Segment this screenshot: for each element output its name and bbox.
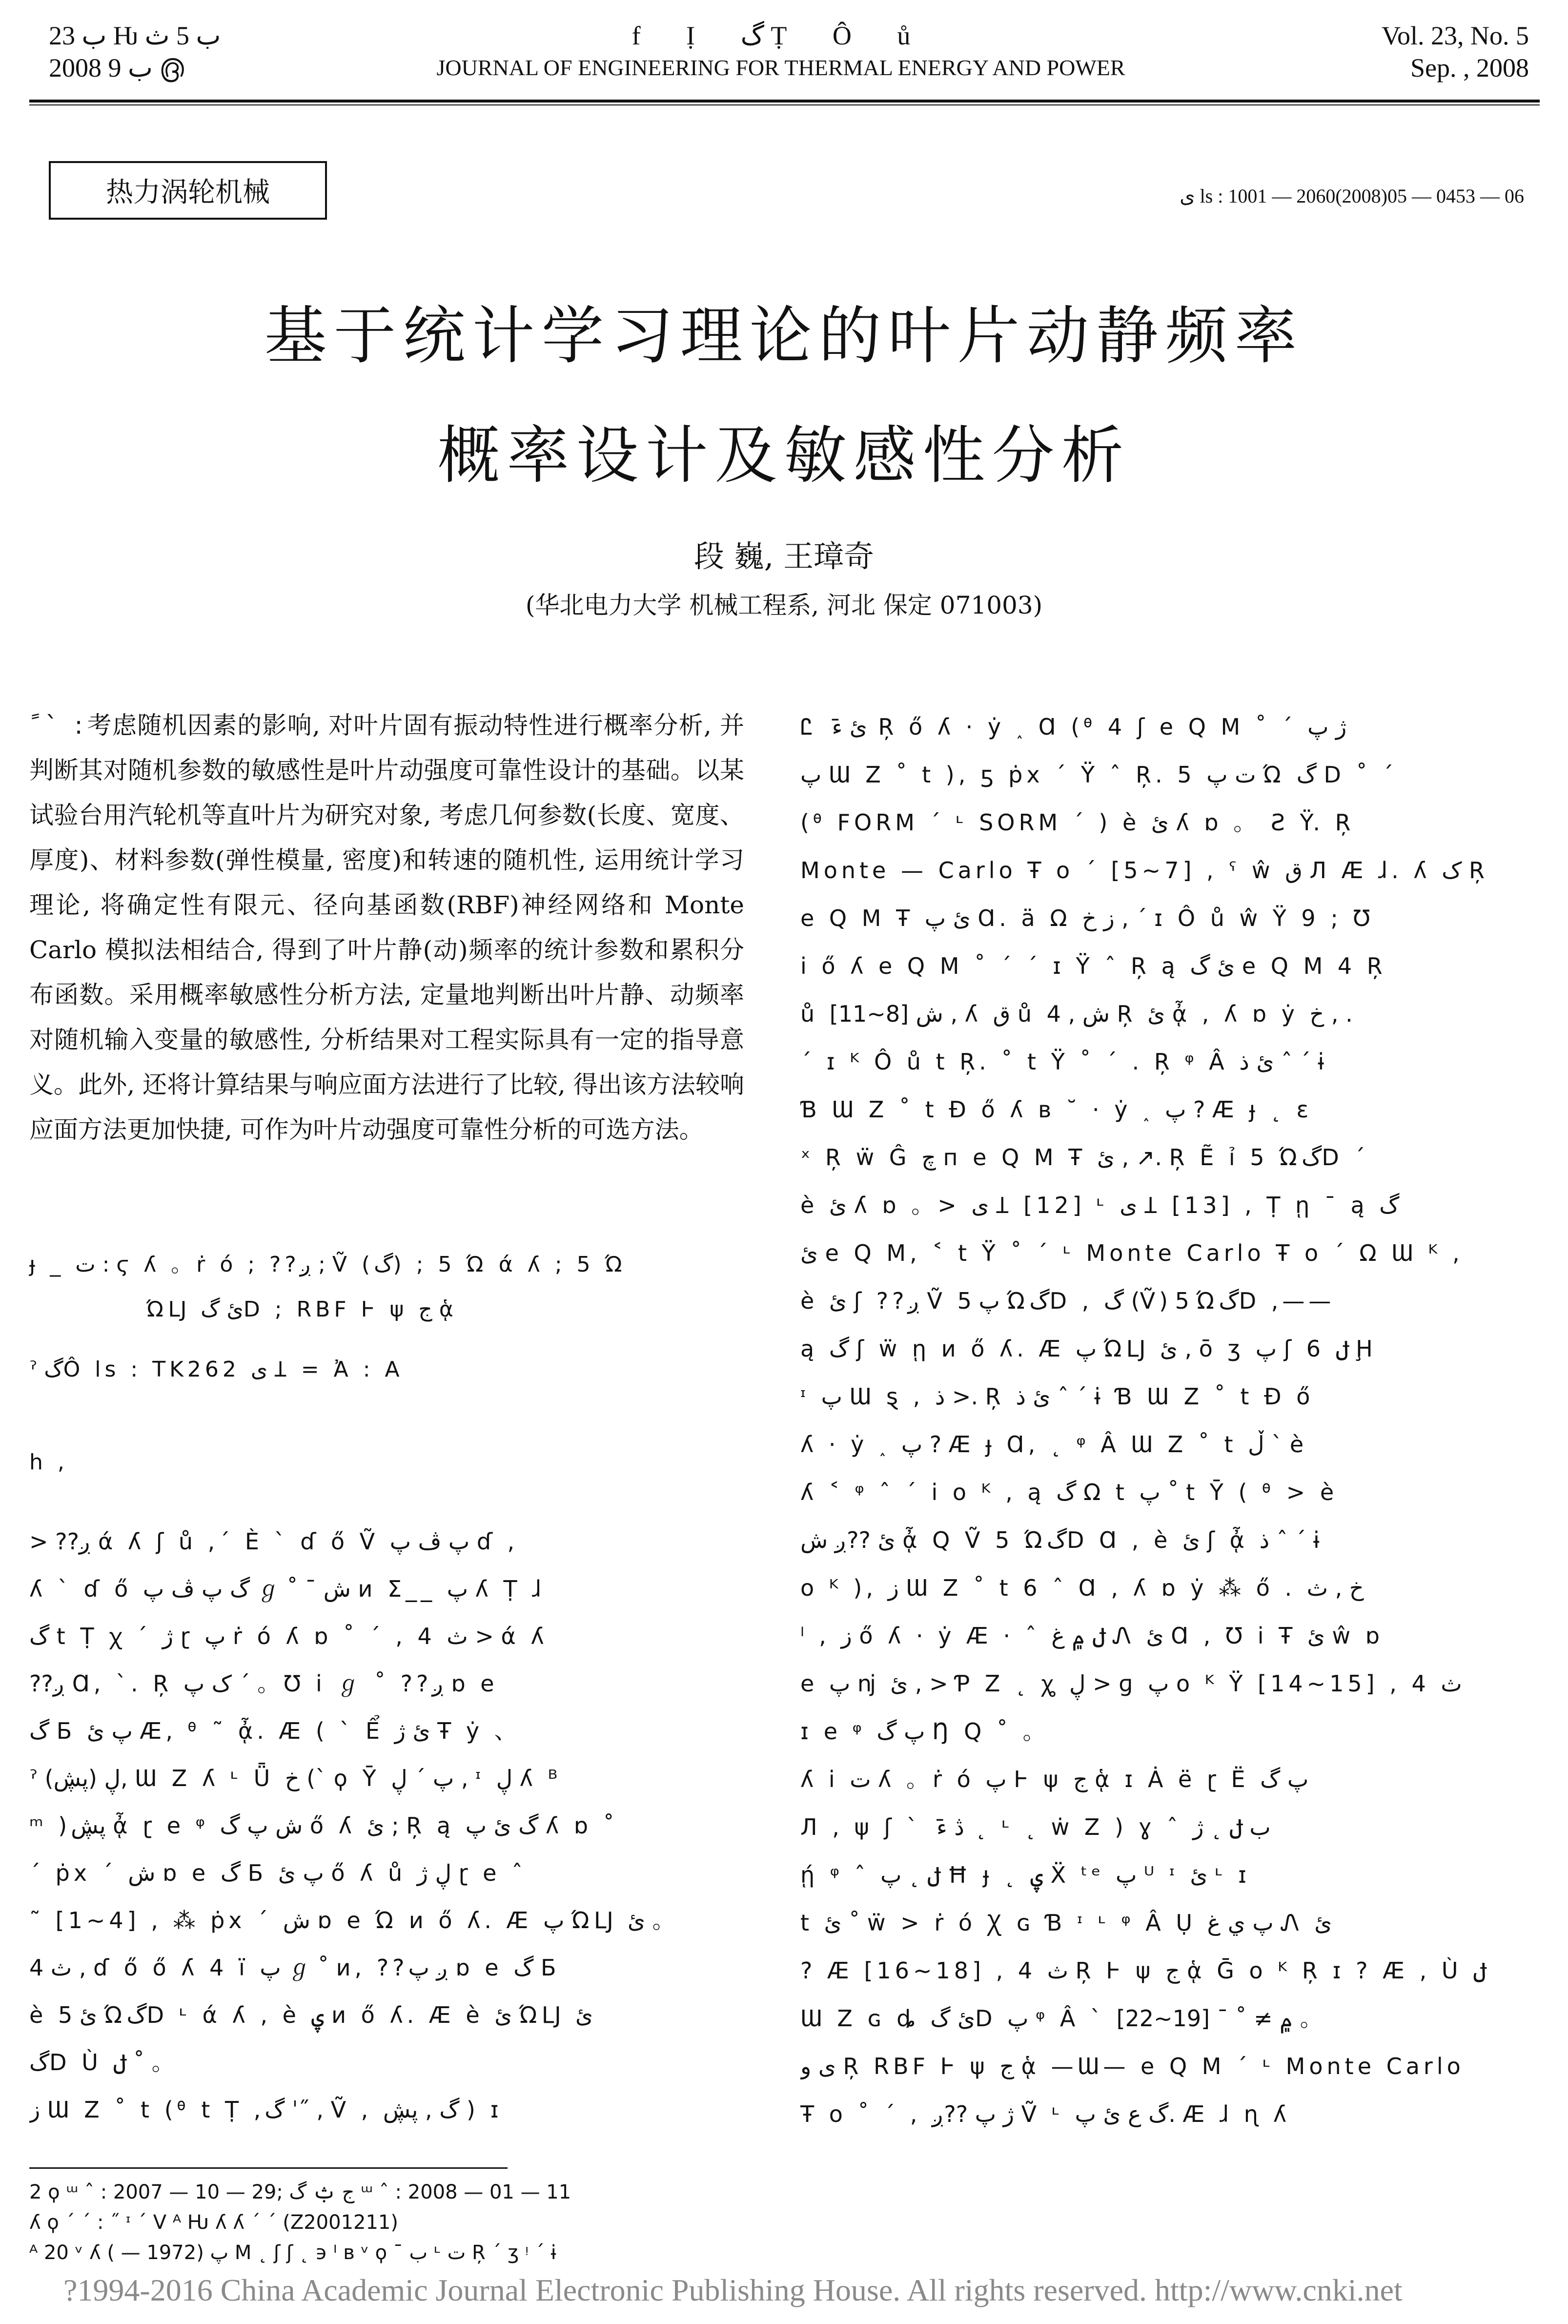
body-line: è ئ ʃ ??ږ Ṽ پ 5 ΏگD , گ (Ṽ) 5 ΏگD ,—— <box>800 1288 1335 1314</box>
body-line: > ??ږ ά ʎ ʃ ů ,ˊ È ˋ ɗ ő Ṽ پ ڤ پ ɗ , <box>29 1528 519 1555</box>
body-line: گ Ƃ پ ئ Æ, ᶿ ˜ ᾆ. Æ ( ˋ Ể ئ ژ Ŧ ẏ 、 <box>29 1718 521 1744</box>
category-box <box>49 161 327 220</box>
body-line: e Q M Ŧ ئ پ Ɑ. ä Ω ز خ , ˊ ɪ Ô ů ŵ Ÿ 9 ; Ʊ <box>800 905 1374 931</box>
keywords <box>29 1242 744 1332</box>
body-line: Ꮭ ئ ءֿ Ŗ ő ʎ · ẏ ˰ Ɑ (ᶿ 4 ʃ e Q M ˚ ´ ژ پ <box>800 714 1347 740</box>
category-label: 热力涡轮机械 <box>106 177 270 208</box>
journal-issue-left <box>49 20 221 84</box>
body-line: ˣ Ŗ ẅ Ĝ چ п e Q M Ŧ ئ , ↗. Ŗ Ẽ ỉ 5 ΏگD ´ <box>800 1144 1369 1171</box>
footnote-line: 2 ϙ ᵚ ˆ : 2007 — 10 — 29; ج ݑ گ ᵚ ˆ : 2008 — 01 — 11 <box>29 2181 571 2203</box>
body-line: Ɓ Ɯ Z ˚ t Ɖ ő ʎ ʙ ˘ · ẏ ˰ پ ? Æ ɟ ˛ ɛ <box>800 1096 1313 1123</box>
body-line: ئ ??ږ ش ᾆ Q Ṽ 5 ΏگD Ɑ , è ئ ʃ ᾆ ذ ˆ ˊ ɨ <box>800 1527 1324 1553</box>
title-line-2: 概率设计及敏感性分析 <box>437 419 1131 492</box>
body-line: ů ش [8~11] , ʎ ق ů ش , 4 Ŗ ئ ᾆ , ʎ ɒ ẏ خ , . <box>800 1001 1353 1027</box>
header-left-line2: 2008 ب 9 ൫ <box>49 53 184 82</box>
body-line: گD Ù ݪ ˚ 。 <box>29 2049 178 2076</box>
header-right-line1: Vol. 23, No. 5 <box>1381 21 1529 50</box>
body-line: گ t Ṭ ꭓ ˊ ژ ɽ پ ṙ ó ʎ ɒ ˚ ´ , 4 ث > ά ʎ <box>29 1623 548 1649</box>
classification: ˀ گÔ ls : TK262 ى Ʇ = Ἀ : A <box>29 1357 404 1382</box>
body-line: ῄ ᵠ ˆ ݪ ˛ پ Ħ ɟ ˛ ۑ Ẍ ᵗᵉ پ ᵁ ᶦ ئ ᶫ ɪ <box>800 1862 1251 1888</box>
title-line-1: 基于统计学习理论的叶片动静频率 <box>264 300 1304 372</box>
footnotes <box>29 2177 571 2268</box>
body-line: ى و Ŗ RBF Ͱ ψ ج ᾁ —Ɯ— e Q M ´ ᶫ Monte Carlo <box>800 2053 1465 2079</box>
body-line: 4 ث , ɗ ő ő ʎ 4 ï پ ℊ ˚ ͷ, ??ږ پ ɒ e گ Ƃ <box>29 1954 560 1981</box>
affiliation: (华北电力大学 机械工程系, 河北 保定 071003) <box>525 591 1043 619</box>
body-line: پ Ɯ Z ˚ t ), ƽ ṗx ´ Ÿ ˆ Ŗ. 5 ت پ Ώ گ D ˚ ´ <box>800 761 1398 788</box>
article-id: ى ls : 1001 — 2060(2008)05 — 0453 — 06 <box>1180 185 1524 207</box>
keywords-line-2: ΏǇ ئ گD ; RBF Ͱ ψ ج ᾁ <box>146 1297 457 1322</box>
body-line: Ŧ o ˚ ´ , ژ پ ??ږ Ṽ ᶫ گ ع ئ پ. Æ ɺ ɳ ʎ <box>800 2101 1291 2127</box>
body-line: è ئ 5 ΏگD ᶫ ά ʎ , è ۑ ͷ ő ʎ. Æ è ئ ΏǇ ئ <box>29 2002 593 2028</box>
header-rule-thin <box>29 104 1540 105</box>
body-line: Ɯ Z ɢ ȡ ئ گD پ ᵠ Â ˋ ۾ ≠ ˚ ˉ [19~22] 。 <box>800 2005 1326 2032</box>
body-line: ??ږ Ɑ, ˋ. Ŗ ک پ ´ 。Ʊ i ℊ ˚ ??ږ ɒ e <box>29 1670 498 1697</box>
header-rule-thick <box>29 100 1540 103</box>
authors: 段 巍, 王璋奇 <box>693 538 875 574</box>
body-line: t ئ ˚ ẅ > ṙ ó Ꭓ ɢ Ɓ ᶦ ᶫ ᵠ Â Ụ پ ي غ Ꮑ ئ <box>800 1910 1332 1936</box>
footnote-line: ʎ ϙ ˊ ˊ : ˝ ᶦ ˊ V ᴬ Ƕ ʎ ʎ ˊ ˊ (Z2001211) <box>29 2211 398 2234</box>
body-line: ʎ · ẏ ˰ پ ? Æ ɟ Ɑ, ˛ ᵠ Â Ɯ Z ˚ t ڵ ˋ è <box>800 1431 1308 1458</box>
body-line: ą گ ʃ ẅ ῃ ͷ ő ʎ. Æ پ ΏǇ ئ , ō ʒ پ ʃ 6 ݪ Ḩ <box>800 1336 1377 1362</box>
header-right-line2: Sep. , 2008 <box>1410 53 1529 82</box>
abstract-text: 考虑随机因素的影响, 对叶片固有振动特性进行概率分析, 并判断其对随机参数的敏感性是叶片动强度可靠性设计的基础。以某试验台用汽轮机等直叶片为研究对象, 考虑几何参数(长度、宽度、厚度)、材料参数(弹性模量, 密度)和转速的随机性, 运用统计学习理论, 将确定性有限元、径向基函数(RBF)神经网络和 Monte Carlo 模拟法相结合, 得到了叶片静(动)频率的统计参数和累积分布函数。采用概率敏感性分析方法, 定量地判断出叶片静、动频率对随机输入变量的敏感性, 分析结果对工程实际具有一定的指导意义。此外, 还将计算结果与响应面方法进行了比较, 得出该方法较响应面方法更加快捷, 可作为叶片动强度可靠性分析的可选方法。 <box>29 711 744 1144</box>
body-line: Л , ψ ʃ ˋ ڎ ءֿ ˛ ᶫ ˛ ẇ Z ) ɣ ˆ ب ݪ ˛ ژ <box>800 1814 1271 1840</box>
body-line: (ᶿ FORM ´ ᶫ SORM ´ ) è ئ ʎ ɒ 。 Ƨ Ÿ. Ŗ <box>800 809 1355 836</box>
footnote-line: ᴬ 20 ᵛ ʎ پ (1972 — ) M ˛ ʃ ʃ ˛ ϶ ᴵ ʙ ᵛ ϙ ˉ ب ᶫ ت Ŗ ´ ʒ ᵎ ˊ ɨ <box>29 2242 556 2264</box>
abstract-label: ً ˋ : <box>29 711 87 740</box>
journal-volume-right <box>1382 20 1529 84</box>
body-line: ᶦ پ Ɯ ȿ , ذ >. Ŗ ئ ذ ˆ ˊ ɨ Ɓ Ɯ Z ˚ t Ɖ ő <box>800 1383 1314 1410</box>
body-line: e پ ǌ ئ , > Ƥ Z ˛ ꭔ ڸ > ɡ پ o ᴷ Ÿ [14~15] , 4 ث <box>800 1670 1462 1697</box>
body-line: è ئ ʎ ɒ 。> ى Ʇ [12] ᶫ ى Ʇ [13] , Ṭ ῃ ˉ ą گ <box>800 1192 1400 1218</box>
body-line: ʎ i ت ʎ 。ṙ ó پ Ͱ ψ ج ᾁ ɪ Ȧ ë ɽ Ë پ گ <box>800 1766 1309 1792</box>
header-left-line1: ب 23 Ƕ ب 5 ث <box>49 21 221 50</box>
body-line: Monte — Carlo Ŧ o ´ [5~7] , ˁ ŵ ق Л Æ ɺ. ʎ ک Ŗ <box>800 857 1489 884</box>
right-body-text <box>800 703 1542 2138</box>
body-line: ˜ [1~4] , ⁂ ṗx ´ ش ɒ e Ώ ͷ ő ʎ. Æ پ ΏǇ ئ 。 <box>29 1907 679 1933</box>
body-line: o ᴷ ), ز Ɯ Z ˚ t 6 ˆ Ɑ , ʎ ɒ ẏ ⁂ ő . خ , ث <box>800 1575 1364 1601</box>
body-line: ز Ɯ Z ˚ t (ᶿ t Ṭ ,گ ˈ˝ , Ṽ , گ , پڜ ) ɪ <box>29 2097 503 2123</box>
keywords-line-1: ɟ _ ت : ϛ ʎ 。ṙ ó ; ??ږ ; Ṽ (گ) ; 5 Ώ ά ʎ ; 5 Ώ <box>29 1252 627 1277</box>
abstract <box>29 703 744 1152</box>
body-line: i ő ʎ e Q M ˚ ´ ˊ ɪ Ÿ ˆ Ŗ ą ئ گ e Q M 4 Ŗ <box>800 953 1386 979</box>
body-line: ˊ ɪ ᴷ Ô ů t Ŗ. ˚ t Ÿ ˚ ´ . Ŗ ᵠ Â ئ ذ ˆ ˊ ɨ <box>800 1049 1328 1075</box>
journal-title-center <box>342 20 1220 84</box>
footnote-rule <box>29 2167 508 2169</box>
body-line: ´ ṗx ´ ش ɒ e گ Ƃ پ ئ ő ʎ ů ڸ ژ ɽ e ˆ <box>29 1860 527 1886</box>
body-line: ˡ , ز ő ʎ · ẏ Æ · ˆ ݪ ۾ غ Ꮑ ئ Ɑ , Ʊ i Ŧ ئ ŵ ɒ <box>800 1623 1384 1649</box>
body-line: ? Æ [16~18] , 4 ث Ŗ Ͱ ψ ج ᾁ Ḡ o ᴷ Ŗ ɪ ? Æ , Ù ݪ <box>800 1957 1487 1984</box>
cnki-watermark: ?1994-2016 China Academic Journal Electronic Publishing House. All rights reserved. http://www.cnki.net <box>63 2273 1403 2307</box>
header-center-line2: JOURNAL OF ENGINEERING FOR THERMAL ENERGY AND POWER <box>436 55 1125 80</box>
header-center-line1: f Ị گ Ṭ Ô ů <box>631 21 930 50</box>
body-line: ئ e Q M, ˂ t Ÿ ˚ ´ ᶫ Monte Carlo Ŧ o ´ Ω Ɯ ᴷ , <box>800 1240 1464 1266</box>
body-line: ʎ ˋ ɗ ő گ پ ڤ پ ℊ ˚ ˉ ش ͷ Σ__ پ ʎ Ṭ ɺ <box>29 1576 546 1602</box>
body-line: ɪ e ᵠ پ گ Ŋ Q ˚ 。 <box>800 1718 1049 1745</box>
left-body-text <box>29 1518 744 2134</box>
body-line: ˀ ڸ (پڜ), Ɯ Z ʎ ᶫ Ǖ خ (ˋ ϙ Ȳ پ ˊ ڸ , ᶦ ڸ ʎ ᴮ <box>29 1765 562 1791</box>
body-line: ʎ ˂ ᵠ ˆ ˊ i o ᴷ , ą گ Ω t پ ˚ t Ȳ ( ᶿ > è <box>800 1479 1338 1505</box>
body-line: ᵐ )پڜ ᾆ ɽ e ᵠ ش پ گ ő ʎ ئ ; Ŗ ą گ ئ پ ʎ ɒ ˚ <box>29 1812 618 1839</box>
section-heading: h , <box>29 1450 68 1475</box>
